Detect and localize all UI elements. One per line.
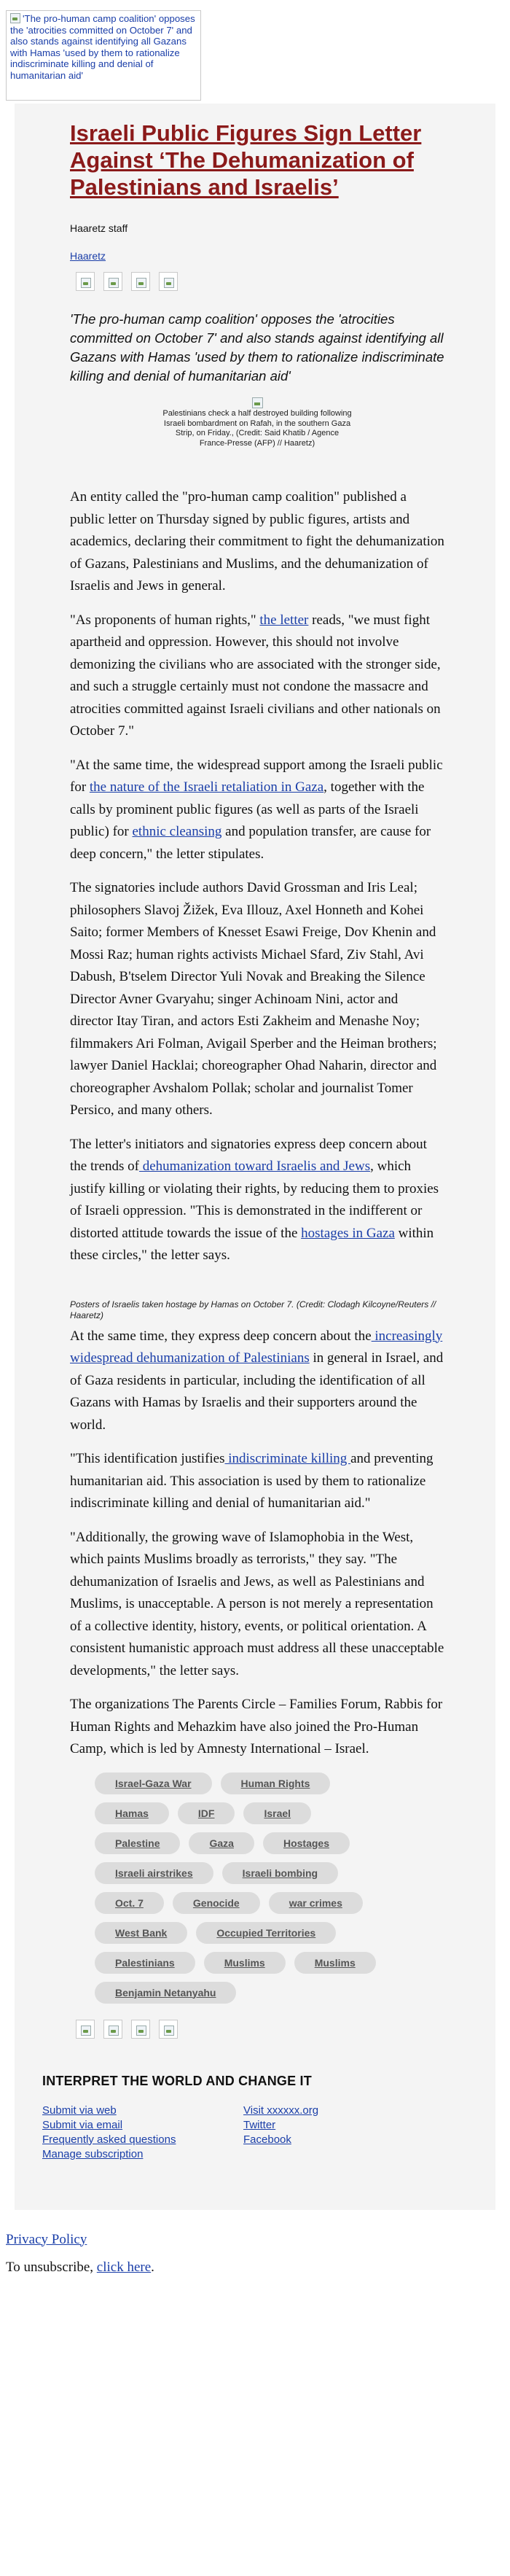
submit-web-link[interactable]: Submit via web	[42, 2104, 117, 2117]
header-image-alt: 'The pro-human camp coalition' opposes the 'atrocities committed on October 7' and also stands against identifying all Gazans with Hamas 'used by them to rationalize indiscriminate killing and denial of humanitarian aid'	[10, 13, 195, 81]
manage-subscription-link[interactable]: Manage subscription	[42, 2147, 144, 2160]
dehumanization-israelis-link[interactable]: dehumanization toward Israelis and Jews	[138, 1159, 371, 1174]
tag[interactable]: war crimes	[269, 1892, 363, 1914]
privacy-policy-link[interactable]: Privacy Policy	[6, 2231, 87, 2247]
unsubscribe-link[interactable]: click here	[96, 2259, 152, 2275]
twitter-link[interactable]: Twitter	[243, 2118, 276, 2131]
share-icons-top	[76, 272, 444, 291]
text-run: , which justify killing or violating their rights, by reducing them to proxies of Israeli oppression. "This is demonstrated in the indifferent or distorted attitude towards the issue of the	[70, 1159, 439, 1241]
footer-title: INTERPRET THE WORLD AND CHANGE IT	[42, 2073, 312, 2088]
ethnic-cleansing-link[interactable]: ethnic cleansing	[132, 824, 222, 839]
paragraph-2	[70, 610, 444, 743]
photo-caption: Posters of Israelis taken hostage by Hamas on October 7. (Credit: Clodagh Kilcoyne/Reuters // Haaretz)	[70, 1299, 436, 1320]
tag[interactable]: West Bank	[95, 1922, 187, 1944]
header-image-area	[0, 0, 510, 104]
paragraph-4: The signatories include authors David Grossman and Iris Leal; philosophers Slavoj Žižek, Eva Illouz, Axel Honneth and Kohei Saito; former Members of Knesset Esawi Freige, Dov Khenin and Mossi Raz; human rights activists Michael Sfard, Ziv Stahl, Avi Dabush, B'tselem Director Yuli Novak and Breaking the Silence Director Avner Gvaryahu; singer Achinoam Nini, actor and director Itay Tiran, and actors Esti Zakheim and Menashe Noy; filmmakers Ari Folman, Avigail Sperber and the Heiman brothers; lawyer Daniel Hacklai; choreographer Ohad Naharin, director and choreographer Avshalom Pollak; scholar and journalist Tomer Persico, and many others.	[70, 880, 437, 1118]
source-link[interactable]: Haaretz	[70, 250, 106, 262]
footer-links	[42, 2104, 444, 2162]
paragraph-7	[70, 1448, 444, 1515]
hero-image-caption: Palestinians check a half destroyed building following Israeli bombardment on Rafah, in the southern Gaza Strip, on Friday., (Credit: Said Khatib / Agence France-Presse (AFP) // Haaretz)	[162, 409, 352, 448]
article-subhead: 'The pro-human camp coalition' opposes the 'atrocities committed on October 7' and also stands against identifying all Gazans with Hamas 'used by them to rationalize indiscriminate killing and denial of humanitarian aid'	[70, 311, 444, 384]
paragraph-5	[70, 1134, 444, 1267]
tag[interactable]: Hamas	[95, 1802, 169, 1824]
paragraph-8: "Additionally, the growing wave of Islamophobia in the West, which paints Muslims broadly as terrorists," they say. "The dehumanization of Israelis and Jews, as well as Palestinians and Muslims, is unacceptable. A person is not merely a representation of a collective identity, history, events, or political orientation. A consistent humanistic approach must address all these unacceptable developments," the letter says.	[70, 1529, 444, 1678]
byline: Haaretz staff	[70, 222, 128, 234]
tag[interactable]: Israel	[243, 1802, 311, 1824]
tag[interactable]: Occupied Territories	[196, 1922, 336, 1944]
footer-column-1	[42, 2104, 243, 2162]
text-run: "This identification justifies	[70, 1451, 225, 1466]
share-twitter-icon[interactable]	[103, 272, 122, 291]
article-panel	[15, 104, 495, 2210]
broken-image-icon	[252, 397, 263, 408]
text-run: in general in Israel, and of Gaza residents in particular, including the identification of all Gazans with Hamas by Israelis and their supporters around the world.	[70, 1350, 444, 1433]
tag[interactable]: Palestinians	[95, 1952, 195, 1974]
text-run: reads, "we must fight apartheid and oppression. However, this should not involve demonizing the civilians who are associated with the stronger side, and such a struggle certainly must not condone the massacre and atrocities committed against Israeli civilians and other nationals on October 7."	[70, 612, 441, 739]
broken-image-icon	[164, 278, 174, 288]
share-twitter-icon[interactable]	[103, 2020, 122, 2039]
broken-image-icon	[10, 13, 20, 23]
dehumanization-palestinians-link[interactable]: increasingly widespread dehumanization of Palestinians	[70, 1328, 443, 1366]
header-image[interactable]	[6, 10, 201, 101]
tag[interactable]: Gaza	[189, 1832, 254, 1854]
share-linkedin-icon[interactable]	[131, 272, 150, 291]
faq-link[interactable]: Frequently asked questions	[42, 2133, 176, 2146]
broken-image-icon	[109, 2026, 119, 2036]
tag[interactable]: Palestine	[95, 1832, 180, 1854]
text-run: At the same time, they express deep concern about the	[70, 1328, 372, 1344]
unsubscribe-end: .	[151, 2259, 154, 2275]
tag[interactable]: Israeli bombing	[222, 1862, 338, 1884]
tag-list	[95, 1773, 401, 2004]
broken-image-icon	[136, 278, 146, 288]
text-run: and preventing humanitarian aid. This association is used by them to rationalize indiscriminate killing and denial of humanitarian aid."	[70, 1451, 434, 1511]
letter-link[interactable]: the letter	[259, 612, 309, 628]
indiscriminate-killing-link[interactable]: indiscriminate killing	[224, 1451, 351, 1466]
share-email-icon[interactable]	[159, 2020, 178, 2039]
hostages-link[interactable]: hostages in Gaza	[301, 1225, 395, 1241]
text-run: within these circles," the letter says.	[70, 1225, 434, 1263]
tag[interactable]: Benjamin Netanyahu	[95, 1982, 236, 2004]
broken-image-icon	[136, 2026, 146, 2036]
footer-column-2	[243, 2104, 444, 2162]
text-run: "At the same time, the widespread support among the Israeli public for	[70, 757, 443, 795]
tag[interactable]: Israeli airstrikes	[95, 1862, 213, 1884]
broken-image-icon	[164, 2026, 174, 2036]
text-run: , together with the calls by prominent public figures (as well as parts of the Israeli public) for	[70, 779, 425, 839]
share-facebook-icon[interactable]	[76, 272, 95, 291]
tag[interactable]: Genocide	[173, 1892, 260, 1914]
tag[interactable]: Israel-Gaza War	[95, 1773, 212, 1794]
paragraph-6	[70, 1326, 444, 1437]
facebook-link[interactable]: Facebook	[243, 2133, 291, 2146]
tag[interactable]: Muslims	[204, 1952, 286, 1974]
tag[interactable]: Oct. 7	[95, 1892, 164, 1914]
broken-image-icon	[81, 2026, 91, 2036]
article-headline[interactable]: Israeli Public Figures Sign Letter Against ‘The Dehumanization of Palestinians and Israelis’	[70, 120, 422, 200]
text-run: and population transfer, are cause for deep concern," the letter stipulates.	[70, 824, 431, 862]
share-facebook-icon[interactable]	[76, 2020, 95, 2039]
text-run: The letter's initiators and signatories express deep concern about the trends of	[70, 1136, 427, 1174]
tag[interactable]: Hostages	[263, 1832, 350, 1854]
paragraph-9: The organizations The Parents Circle – Families Forum, Rabbis for Human Rights and Mehazkim have also joined the Pro-Human Camp, which is led by Amnesty International – Israel.	[70, 1697, 443, 1756]
unsubscribe-line	[6, 2260, 510, 2276]
tag[interactable]: Human Rights	[221, 1773, 331, 1794]
share-email-icon[interactable]	[159, 272, 178, 291]
paragraph-1: An entity called the "pro-human camp coalition" published a public letter on Thursday signed by public figures, artists and academics, declaring their commitment to fight the dehumanization of Gazans, Palestinians and Muslims, and the dehumanization of Israelis and Jews in general.	[70, 489, 444, 594]
email-footer	[0, 2210, 510, 2276]
share-linkedin-icon[interactable]	[131, 2020, 150, 2039]
tag[interactable]: IDF	[178, 1802, 235, 1824]
tag[interactable]: Muslims	[294, 1952, 376, 1974]
broken-image-icon	[109, 278, 119, 288]
broken-image-icon	[81, 278, 91, 288]
hero-image-block	[70, 397, 444, 448]
retaliation-link[interactable]: the nature of the Israeli retaliation in Gaza	[89, 779, 324, 795]
share-icons-bottom	[76, 2020, 444, 2039]
paragraph-3	[70, 755, 444, 866]
text-run: "As proponents of human rights,"	[70, 612, 260, 628]
unsubscribe-text: To unsubscribe,	[6, 2259, 97, 2275]
visit-site-link[interactable]: Visit xxxxxx.org	[243, 2104, 319, 2117]
submit-email-link[interactable]: Submit via email	[42, 2118, 123, 2131]
